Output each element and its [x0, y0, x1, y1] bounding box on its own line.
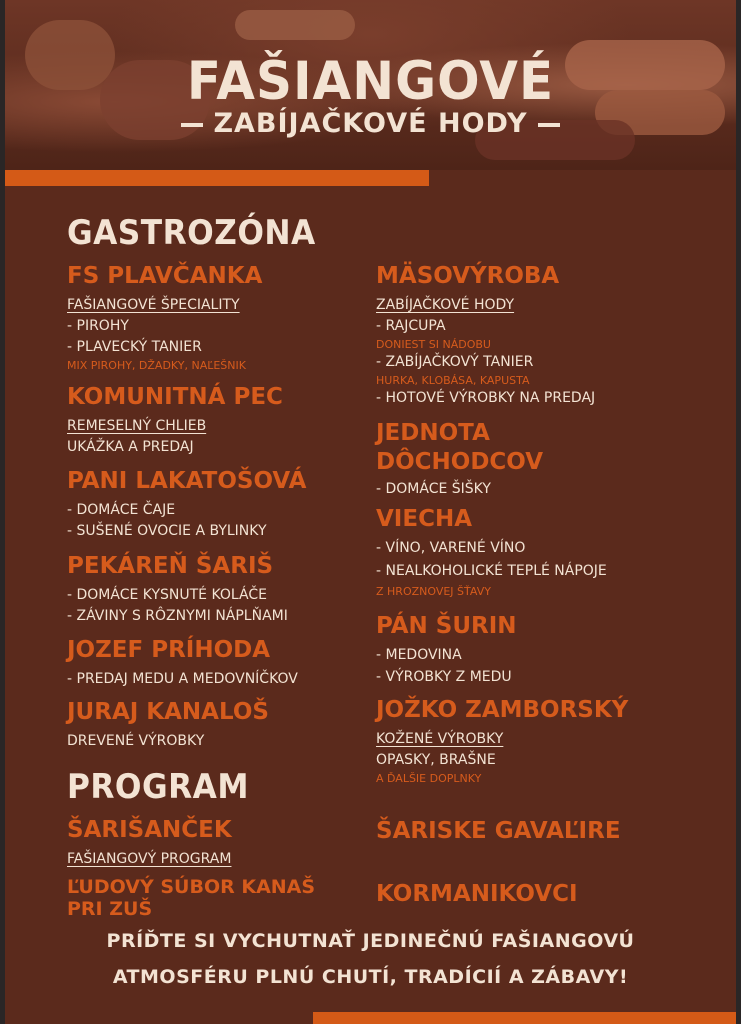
- menu-item: - ZABÍJAČKOVÝ TANIER: [376, 354, 534, 370]
- title-dash-left: [181, 123, 203, 127]
- vendor-subtitle: ZABÍJAČKOVÉ HODY: [376, 297, 515, 313]
- menu-note: HURKA, KLOBÁSA, KAPUSTA: [376, 374, 530, 387]
- menu-note: A ĎALŠIE DOPLNKY: [376, 772, 482, 785]
- vendor-name: VIECHA: [376, 506, 472, 532]
- vendor-subtitle: REMESELNÝ CHLIEB: [67, 418, 207, 434]
- vendor-name-line2: DÔCHODCOV: [376, 449, 544, 475]
- vendor-komunitna-pec: [67, 383, 283, 458]
- menu-item: - HOTOVÉ VÝROBKY NA PREDAJ: [376, 390, 596, 406]
- vendor-name: JURAJ KANALOŠ: [67, 699, 269, 725]
- vendor-subtitle: KOŽENÉ VÝROBKY: [376, 731, 504, 747]
- program-subtitle: FAŠIANGOVÝ PROGRAM: [67, 851, 232, 867]
- program-sarisancek: [67, 816, 232, 870]
- menu-item: - ZÁVINY S RÔZNYMI NÁPLŇAMI: [67, 608, 288, 624]
- menu-item: - PIROHY: [67, 318, 129, 334]
- menu-note: Z HROZNOVEJ ŠŤAVY: [376, 585, 491, 598]
- vendor-pani-lakatosova: [67, 467, 306, 542]
- vendor-name: JOZEF PRÍHODA: [67, 637, 271, 663]
- vendor-pan-surin: [376, 612, 517, 688]
- vendor-name: KOMUNITNÁ PEC: [67, 384, 283, 410]
- program-name: ŠARISKE GAVAĽIRE: [376, 818, 621, 844]
- program-name: KORMANIKOVCI: [376, 881, 578, 907]
- menu-item: - SUŠENÉ OVOCIE A BYLINKY: [67, 523, 267, 539]
- vendor-viecha: [376, 505, 607, 599]
- vendor-jozko-zamborsky: [376, 696, 628, 786]
- footer-line-2: ATMOSFÉRU PLNÚ CHUTÍ, TRADÍCIÍ A ZÁBAVY!: [112, 966, 629, 988]
- footer-line-1: PRÍĎTE SI VYCHUTNAŤ JEDINEČNÚ FAŠIANGOVÚ: [106, 930, 635, 952]
- menu-item: - PLAVECKÝ TANIER: [67, 339, 202, 355]
- menu-item: - DOMÁCE ČAJE: [67, 502, 176, 518]
- title-dash-right: [538, 123, 560, 127]
- poster: [5, 0, 736, 1024]
- accent-bar-top: [5, 170, 429, 186]
- program-kormanikovci: [376, 880, 578, 909]
- vendor-masovyroba: [376, 262, 595, 409]
- program-sariske-gavalire: [376, 817, 621, 846]
- menu-item: - DOMÁCE KYSNUTÉ KOLÁČE: [67, 587, 267, 603]
- food-shape: [235, 10, 355, 40]
- accent-bar-bottom: [313, 1012, 736, 1024]
- vendor-name-line1: JEDNOTA: [376, 420, 490, 446]
- vendor-subtitle: FAŠIANGOVÉ ŠPECIALITY: [67, 297, 240, 313]
- event-subtitle-text: ZABÍJAČKOVÉ HODY: [213, 108, 528, 139]
- vendor-pekaren-saris: [67, 552, 288, 627]
- event-title: FAŠIANGOVÉ: [186, 50, 555, 112]
- section-heading-program: PROGRAM: [67, 767, 249, 807]
- menu-note: DONIEST SI NÁDOBU: [376, 338, 491, 351]
- section-heading-gastrozona: GASTROZÓNA: [67, 213, 316, 253]
- vendor-name: MÄSOVÝROBA: [376, 263, 560, 289]
- vendor-jozef-prihoda: [67, 636, 298, 690]
- vendor-name: PEKÁREŇ ŠARIŠ: [67, 553, 274, 579]
- hero-photo-banner: [5, 0, 736, 170]
- menu-item: OPASKY, BRAŠNE: [376, 752, 496, 768]
- vendor-juraj-kanalos: [67, 698, 269, 752]
- menu-item: - PREDAJ MEDU A MEDOVNÍČKOV: [67, 671, 298, 687]
- vendor-jednota-dochodcov: [376, 419, 543, 500]
- menu-item: - NEALKOHOLICKÉ TEPLÉ NÁPOJE: [376, 563, 607, 579]
- vendor-name: PÁN ŠURIN: [376, 613, 517, 639]
- vendor-name: FS PLAVČANKA: [67, 263, 263, 289]
- menu-item: - VÝROBKY Z MEDU: [376, 669, 512, 685]
- vendor-fs-plavcanka: [67, 262, 262, 373]
- vendor-name: JOŽKO ZAMBORSKÝ: [376, 697, 629, 723]
- event-subtitle: [5, 108, 736, 139]
- menu-note: MIX PIROHY, DŽADKY, NAĽEŠNIK: [67, 359, 246, 372]
- menu-item: - MEDOVINA: [376, 647, 462, 663]
- menu-item: - RAJCUPA: [376, 318, 446, 334]
- menu-item: DREVENÉ VÝROBKY: [67, 733, 205, 749]
- program-kanas: [67, 876, 315, 920]
- menu-item: - DOMÁCE ŠIŠKY: [376, 481, 491, 497]
- vendor-name: PANI LAKATOŠOVÁ: [67, 468, 307, 494]
- program-name-line2: PRI ZUŠ: [67, 898, 153, 920]
- menu-item: UKÁŽKA A PREDAJ: [67, 439, 194, 455]
- program-name: ŠARIŠANČEK: [67, 817, 232, 843]
- program-name-line1: ĽUDOVÝ SÚBOR KANAŠ: [67, 876, 316, 898]
- menu-item: - VÍNO, VARENÉ VÍNO: [376, 540, 526, 556]
